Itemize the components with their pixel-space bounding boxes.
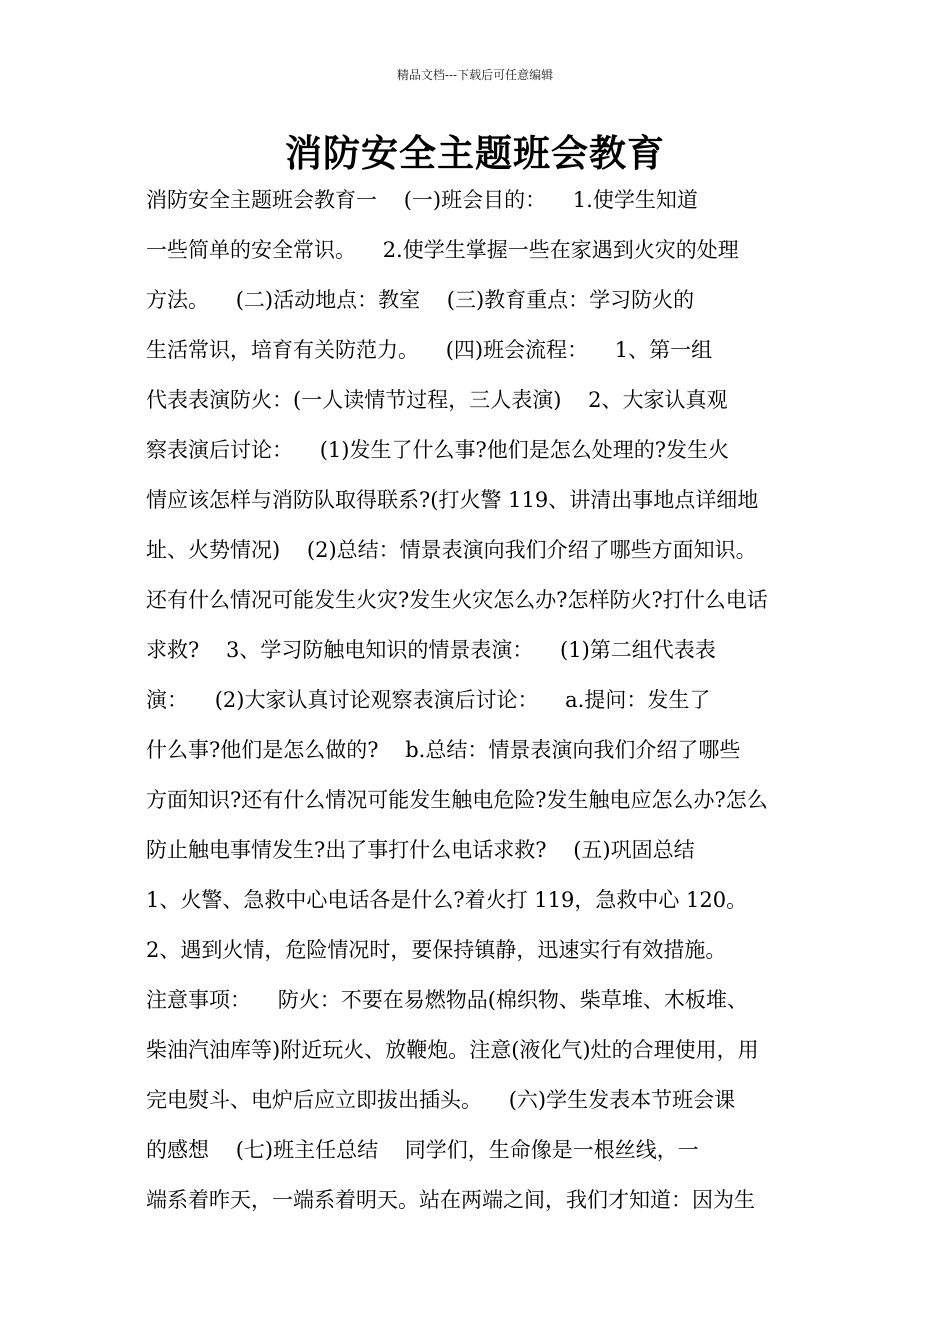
page-title: 消防安全主题班会教育 [285,131,665,175]
body-line: 察表演后讨论： (1)发生了什么事?他们是怎么处理的?发生火 [146,438,729,462]
body-line: 2、遇到火情，危险情况时，要保持镇静，迅速实行有效措施。 [146,938,727,962]
document-body [146,178,826,1228]
body-line: 求救? 3、学习防触电知识的情景表演： (1)第二组代表表 [146,638,716,662]
body-line: 演： (2)大家认真讨论观察表演后讨论： a.提问：发生了 [146,688,711,712]
body-line: 什么事?他们是怎么做的? b.总结：情景表演向我们介绍了哪些 [146,738,741,762]
body-line: 方法。 (二)活动地点：教室 (三)教育重点：学习防火的 [146,288,695,312]
body-line: 方面知识?还有什么情况可能发生触电危险?发生触电应怎么办?怎么 [146,788,768,812]
body-line: 防止触电事情发生?出了事打什么电话求救? (五)巩固总结 [146,838,695,862]
body-line: 代表表演防火：(一人读情节过程，三人表演) 2、大家认真观 [146,388,728,412]
body-line: 完电熨斗、电炉后应立即拔出插头。 (六)学生发表本节班会课 [146,1088,736,1112]
header-note: 精品文档---下载后可任意编辑 [396,68,554,82]
body-line: 情应该怎样与消防队取得联系?(打火警 119、讲清出事地点详细地 [146,488,759,512]
body-line: 址、火势情况) (2)总结：情景表演向我们介绍了哪些方面知识。 [146,538,757,562]
body-line: 的感想 (七)班主任总结 同学们，生命像是一根丝线，一 [146,1138,699,1162]
body-line: 注意事项： 防火：不要在易燃物品(棉织物、柴草堆、木板堆、 [146,988,748,1012]
body-line: 消防安全主题班会教育一 (一)班会目的： 1.使学生知道 [146,188,698,212]
body-line: 1、火警、急救中心电话各是什么?着火打 119，急救中心 120。 [146,888,748,912]
body-line: 柴油汽油库等)附近玩火、放鞭炮。注意(液化气)灶的合理使用，用 [146,1038,759,1062]
body-line: 端系着昨天，一端系着明天。站在两端之间，我们才知道：因为生 [146,1188,755,1212]
body-line: 一些简单的安全常识。 2.使学生掌握一些在家遇到火灾的处理 [146,238,739,262]
body-line: 还有什么情况可能发生火灾?发生火灾怎么办?怎样防火?打什么电话 [146,588,768,612]
body-line: 生活常识，培育有关防范力。 (四)班会流程： 1、第一组 [146,338,713,362]
